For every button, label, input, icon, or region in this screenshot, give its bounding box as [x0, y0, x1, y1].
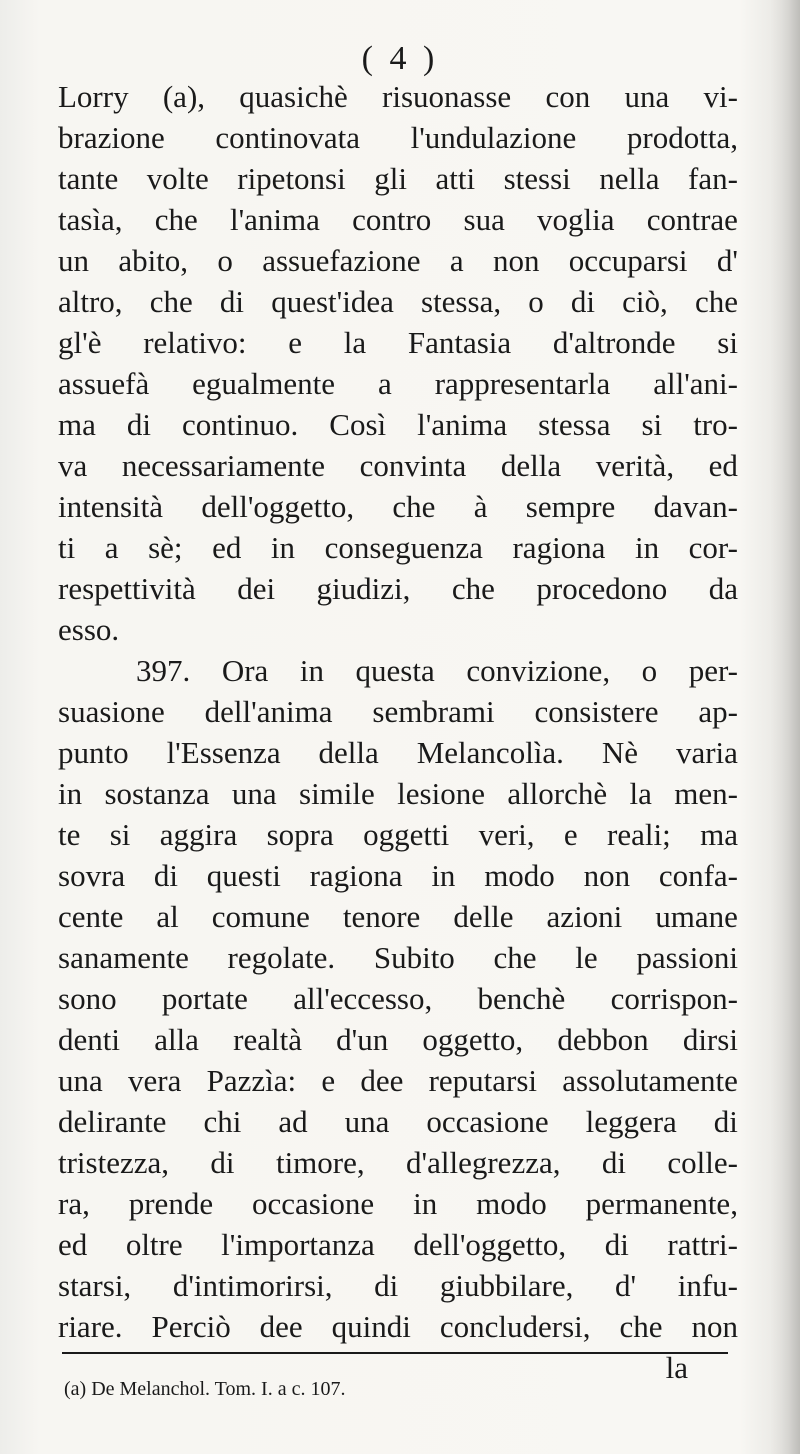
text-line: va necessariamente convinta della verità, ed [58, 448, 738, 483]
text-line: ma di continuo. Così l'anima stessa si tro- [58, 407, 738, 442]
text-line: respettività dei giudizi, che procedono da [58, 571, 738, 606]
text-line: un abito, o assuefazione a non occuparsi d' [58, 243, 738, 278]
text-line: esso. [58, 612, 120, 647]
text-line: ti a sè; ed in conseguenza ragiona in cor- [58, 530, 738, 565]
text-line: intensità dell'oggetto, che à sempre davan- [58, 489, 738, 524]
text-line: ra, prende occasione in modo permanente, [58, 1186, 738, 1221]
footnote: (a) De Melanchol. Tom. I. a c. 107. [64, 1378, 346, 1400]
footnote-rule [62, 1352, 728, 1354]
text-line: riare. Perciò dee quindi concludersi, che non [58, 1309, 738, 1344]
text-line: assuefà egualmente a rappresentarla all'ani- [58, 366, 738, 401]
body-text [58, 76, 738, 1388]
page-edge-shadow [770, 0, 800, 1454]
text-line: suasione dell'anima sembrami consistere ap- [58, 694, 738, 729]
text-line: la [665, 1350, 688, 1385]
text-line: denti alla realtà d'un oggetto, debbon dirsi [58, 1022, 738, 1057]
text-line: punto l'Essenza della Melancolìa. Nè varia [58, 735, 738, 770]
text-line: tante volte ripetonsi gli atti stessi nella fan- [58, 161, 738, 196]
page-number: ( 4 ) [361, 40, 439, 77]
text-line: tasìa, che l'anima contro sua voglia contrae [58, 202, 738, 237]
text-line: te si aggira sopra oggetti veri, e reali; ma [58, 817, 738, 852]
text-line: Lorry (a), quasichè risuonasse con una vi- [58, 79, 738, 114]
text-line: tristezza, di timore, d'allegrezza, di colle- [58, 1145, 738, 1180]
text-line: ed oltre l'importanza dell'oggetto, di rattri- [58, 1227, 738, 1262]
text-line: 397. Ora in questa convizione, o per- [136, 653, 738, 688]
text-line: cente al comune tenore delle azioni umane [58, 899, 738, 934]
text-line: gl'è relativo: e la Fantasia d'altronde si [58, 325, 738, 360]
text-line: altro, che di quest'idea stessa, o di ciò, che [58, 284, 738, 319]
text-line: una vera Pazzìa: e dee reputarsi assolutamente [58, 1063, 738, 1098]
text-line: starsi, d'intimorirsi, di giubbilare, d' infu- [58, 1268, 738, 1303]
text-line: sovra di questi ragiona in modo non confa- [58, 858, 738, 893]
text-line: brazione continovata l'undulazione prodotta, [58, 120, 738, 155]
text-line: in sostanza una simile lesione allorchè la men- [58, 776, 738, 811]
text-line: delirante chi ad una occasione leggera di [58, 1104, 738, 1139]
text-line: sono portate all'eccesso, benchè corrispon- [58, 981, 738, 1016]
text-line: sanamente regolate. Subito che le passioni [58, 940, 738, 975]
